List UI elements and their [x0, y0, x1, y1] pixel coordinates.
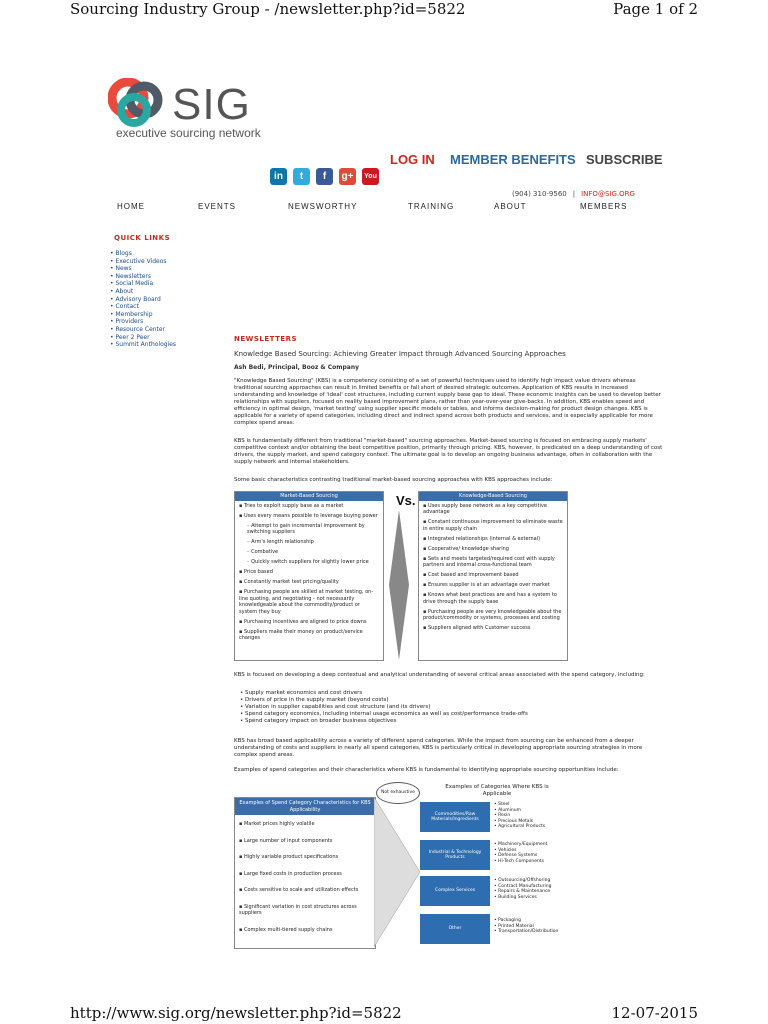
- quick-link-contact[interactable]: • Contact: [110, 303, 176, 311]
- market-based-box: [234, 491, 384, 661]
- market-based-item: – Combative: [239, 549, 379, 556]
- spend-characteristics-header: Examples of Spend Category Characteristics for KBS Applicability: [235, 798, 375, 815]
- not-exhaustive-cloud: Not exhaustive: [376, 782, 420, 804]
- category-item: • Contract Manufacturing: [494, 884, 551, 890]
- contact-separator: |: [572, 190, 576, 198]
- quick-links-list: [110, 250, 176, 349]
- quick-link-newsletters[interactable]: • Newsletters: [110, 273, 176, 281]
- logo-text[interactable]: SIG: [172, 80, 251, 129]
- quick-link-advisory-board[interactable]: • Advisory Board: [110, 296, 176, 304]
- category-item: • Machinery/Equipment: [494, 842, 547, 848]
- bullet-item: • Supply market economics and cost drivers: [240, 690, 528, 697]
- divider-arrow-icon: [388, 510, 410, 660]
- facebook-icon[interactable]: f: [316, 168, 333, 185]
- paragraph-4: KBS is focused on developing a deep contextual and analytical understanding of several critical areas associated with the spend category, including:: [234, 672, 645, 678]
- category-item: • Vehicles: [494, 848, 547, 854]
- quick-link-social-media[interactable]: • Social Media: [110, 280, 176, 288]
- section-title: NEWSLETTERS: [234, 335, 298, 343]
- member-benefits-button[interactable]: MEMBER BENEFITS: [450, 152, 576, 167]
- subscribe-button[interactable]: SUBSCRIBE: [586, 152, 663, 167]
- category-services-items: [494, 878, 551, 900]
- linkedin-icon[interactable]: in: [270, 168, 287, 185]
- category-other: Other: [420, 914, 490, 944]
- market-based-item: ▪ Suppliers make their money on product/service changes: [239, 629, 379, 642]
- logo-tagline: executive sourcing network: [116, 126, 261, 140]
- market-based-item: ▪ Purchasing incentives are aligned to price downs: [239, 619, 379, 626]
- quick-link-membership[interactable]: • Membership: [110, 311, 176, 319]
- category-item: • Precious Metals: [494, 819, 545, 825]
- market-based-header: Market-Based Sourcing: [235, 492, 383, 501]
- knowledge-based-list: [419, 503, 567, 632]
- print-header-title: Sourcing Industry Group - /newsletter.php?id=5822: [70, 0, 466, 18]
- nav-training[interactable]: TRAINING: [408, 202, 455, 211]
- category-item: • Packaging: [494, 918, 558, 924]
- quick-link-providers[interactable]: • Providers: [110, 318, 176, 326]
- bullet-item: • Spend category impact on broader business objectives: [240, 718, 528, 725]
- nav-events[interactable]: EVENTS: [198, 202, 237, 211]
- characteristic-item: ▪ Large fixed costs in production process: [239, 871, 371, 878]
- category-item: • Defense Systems: [494, 853, 547, 859]
- twitter-icon[interactable]: t: [293, 168, 310, 185]
- category-item: • Agricultural Products: [494, 824, 545, 830]
- market-based-item: ▪ Purchasing people are skilled at market testing, on-line quoting, and negotiating - not necessarily knowledgeable about the commodity/product or system they buy: [239, 589, 379, 615]
- quick-links-title: QUICK LINKS: [114, 234, 171, 242]
- quick-link-about[interactable]: • About: [110, 288, 176, 296]
- googleplus-icon[interactable]: g+: [339, 168, 356, 185]
- bracket-arrow-icon: [374, 797, 424, 947]
- print-footer-url: http://www.sig.org/newsletter.php?id=5822: [70, 1004, 402, 1022]
- nav-about[interactable]: ABOUT: [494, 202, 527, 211]
- category-industrial-items: [494, 842, 547, 864]
- paragraph-6: Examples of spend categories and their characteristics where KBS is fundamental to identifying appropriate sourcing opportunities include:: [234, 767, 619, 773]
- knowledge-based-item: ▪ Uses supply base network as a key competitive advantage: [423, 503, 563, 516]
- category-item: • Hi-Tech Components: [494, 859, 547, 865]
- login-button[interactable]: LOG IN: [390, 152, 435, 167]
- nav-members[interactable]: MEMBERS: [580, 202, 628, 211]
- bullet-item: • Variation in supplier capabilities and cost structure (and its drivers): [240, 704, 528, 711]
- market-based-item: ▪ Tries to exploit supply base as a market: [239, 503, 379, 510]
- market-based-list: [235, 503, 383, 642]
- category-item: • Steel: [494, 802, 545, 808]
- category-other-items: [494, 918, 558, 935]
- knowledge-based-box: [418, 491, 568, 661]
- phone-number: (904) 310-9560: [512, 190, 567, 198]
- category-item: • Printed Material: [494, 924, 558, 930]
- category-item: • Resin: [494, 813, 545, 819]
- paragraph-3: Some basic characteristics contrasting traditional market-based sourcing approaches with KBS approaches include:: [234, 477, 553, 483]
- print-header-page: Page 1 of 2: [613, 0, 698, 18]
- quick-link-summit-anthologies[interactable]: • Summit Anthologies: [110, 341, 176, 349]
- category-item: • Transportation/Distribution: [494, 929, 558, 935]
- category-commodities-items: [494, 802, 545, 830]
- email-link[interactable]: INFO@SIG.ORG: [581, 190, 635, 198]
- market-based-item: – Quickly switch suppliers for slightly lower price: [239, 559, 379, 566]
- knowledge-based-item: ▪ Cost based and improvement based: [423, 572, 563, 579]
- market-based-item: – Arm's length relationship: [239, 539, 379, 546]
- bullet-item: • Spend category economics, including internal usage economics as well as cost/performance trade-offs: [240, 711, 528, 718]
- quick-link-executive-videos[interactable]: • Executive Videos: [110, 258, 176, 266]
- knowledge-based-item: ▪ Purchasing people are very knowledgeable about the product/commodity or systems, processes and costing: [423, 609, 563, 622]
- characteristic-item: ▪ Market prices highly volatile: [239, 821, 371, 828]
- paragraph-2: KBS is fundamentally different from traditional "market-based" sourcing approaches. Market-based sourcing is focused on embracing supply markets' competitive context and/or obtaining the best competitive position, primarily through pricing. KBS, however, is predicated on a deep understanding of cost drivers, the supply market, and spend category context. The ultimate goal is to develop an ongoing business advantage, often in collaboration with the supply network and internal stakeholders.: [234, 438, 663, 465]
- youtube-icon[interactable]: You: [362, 168, 379, 185]
- paragraph-1: "Knowledge Based Sourcing" (KBS) is a competency consisting of a set of powerful techniques used to identify high impact value drivers whereas traditional sourcing approaches can result in limited benefits or fall short of desired strategic outcomes. Application of KBS results in increased understanding and knowledge of 'ideal' cost structures, including current supply base gap to ideal. These economic insights can be used to develop better relationships with suppliers, focused on reality based improvement plans, rather than year-over-year give-backs. In addition, KBS enables speed and efficiency in optimal design, 'market testing' using supplier specific models or tables, and informs decision-making for product design changes. KBS is applicable for a variety of spend categories, including direct and indirect spend across both products and services, and is especially applicable for more complex spend areas.: [234, 378, 661, 426]
- characteristic-item: ▪ Complex multi-tiered supply chains: [239, 927, 371, 934]
- knowledge-based-item: ▪ Sets and meets targeted/required cost with supply partners and internal cross-functional team: [423, 556, 563, 569]
- characteristic-item: ▪ Costs sensitive to scale and utilization effects: [239, 887, 371, 894]
- vs-label: Vs.: [396, 493, 416, 508]
- categories-header: Examples of Categories Where KBS is Applicable: [445, 784, 549, 797]
- nav-newsworthy[interactable]: NEWSWORTHY: [288, 202, 358, 211]
- print-footer-date: 12-07-2015: [611, 1004, 698, 1022]
- knowledge-based-item: ▪ Constant continuous improvement to eliminate waste in entire supply chain: [423, 519, 563, 532]
- category-commodities: Commodities/Raw Materials/Ingredients: [420, 802, 490, 832]
- nav-home[interactable]: HOME: [117, 202, 145, 211]
- category-item: • Aluminum: [494, 808, 545, 814]
- knowledge-based-item: ▪ Integrated relationships (internal & external): [423, 536, 563, 543]
- knowledge-based-item: ▪ Suppliers aligned with Customer success: [423, 625, 563, 632]
- knowledge-based-header: Knowledge-Based Sourcing: [419, 492, 567, 501]
- contact-line: [512, 190, 635, 198]
- market-based-item: ▪ Constantly market test pricing/quality: [239, 579, 379, 586]
- market-based-item: ▪ Price based: [239, 569, 379, 576]
- category-item: • Repairs & Maintenance: [494, 889, 551, 895]
- knowledge-based-item: ▪ Knows what best practices are and has a system to drive through the supply base: [423, 592, 563, 605]
- spend-characteristics-box: [234, 797, 376, 949]
- quick-link-peer-2-peer[interactable]: • Peer 2 Peer: [110, 334, 176, 342]
- article-byline: Ash Bedi, Principal, Booz & Company: [234, 364, 360, 371]
- market-based-item: ▪ Uses every means possible to leverage buying power: [239, 513, 379, 520]
- market-based-item: – Attempt to gain incremental improvement by switching suppliers: [239, 523, 379, 536]
- characteristic-item: ▪ Highly variable product specifications: [239, 854, 371, 861]
- category-industrial-technology: Industrial & Technology Products: [420, 840, 490, 870]
- category-item: • Outsourcing/Offshoring: [494, 878, 551, 884]
- quick-link-blogs[interactable]: • Blogs: [110, 250, 176, 258]
- characteristic-item: ▪ Significant variation in cost structures across suppliers: [239, 904, 371, 917]
- characteristic-item: ▪ Large number of input components: [239, 838, 371, 845]
- kbs-bullet-list: [240, 690, 528, 725]
- category-complex-services: Complex Services: [420, 876, 490, 906]
- spend-characteristics-list: [235, 821, 375, 933]
- quick-link-resource-center[interactable]: • Resource Center: [110, 326, 176, 334]
- category-item: • Building Services: [494, 895, 551, 901]
- article-title: Knowledge Based Sourcing: Achieving Greater Impact through Advanced Sourcing Approaches: [234, 350, 566, 358]
- knowledge-based-item: ▪ Cooperative/ knowledge sharing: [423, 546, 563, 553]
- knowledge-based-item: ▪ Ensures supplier is at an advantage over market: [423, 582, 563, 589]
- paragraph-5: KBS has broad based applicability across a variety of different spend categories. While the impact from sourcing can be enhanced from a deeper understanding of costs and suppliers in nearly all spend categories, KBS is particularly critical in developing appropriate sourcing strategies in more complex spend areas.: [234, 738, 643, 758]
- quick-link-news[interactable]: • News: [110, 265, 176, 273]
- sig-logo-mark[interactable]: [108, 78, 166, 128]
- bullet-item: • Drivers of price in the supply market (beyond costs): [240, 697, 528, 704]
